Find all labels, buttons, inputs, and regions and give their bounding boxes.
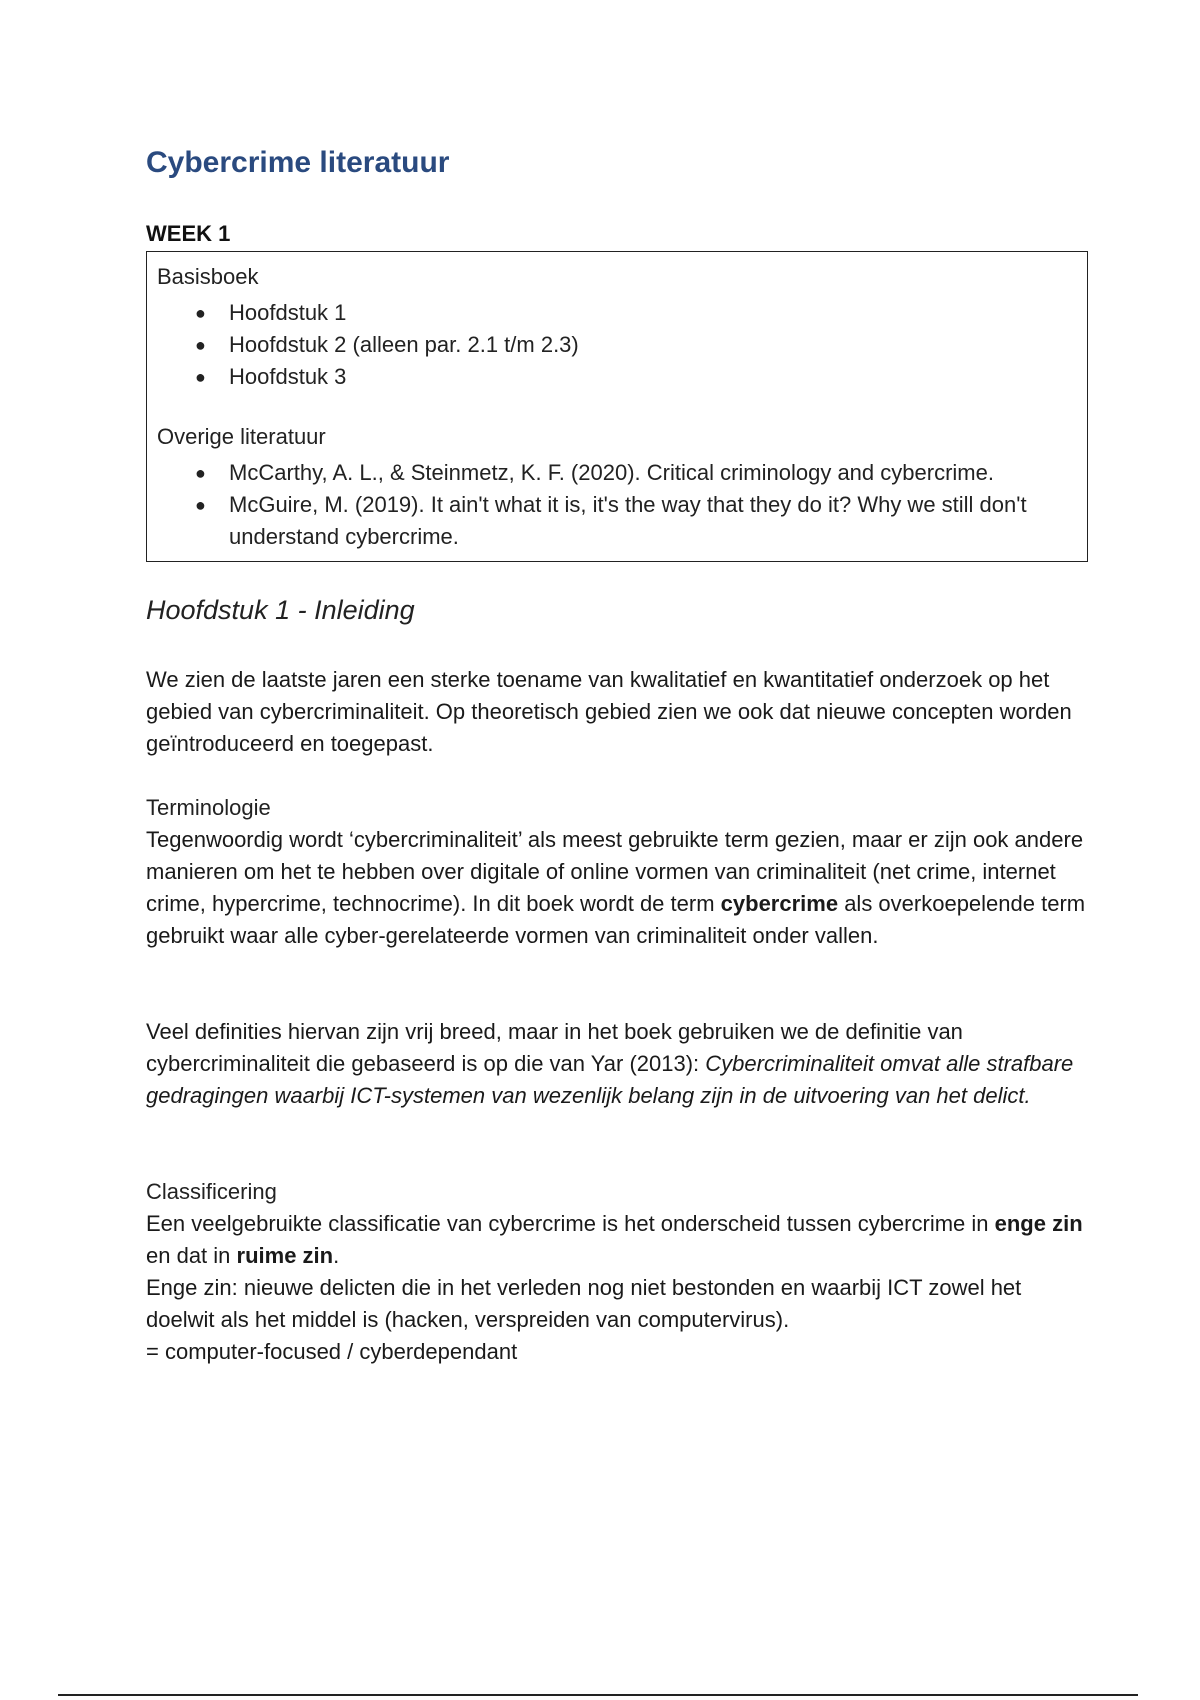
italic-definition: Cybercriminaliteit omvat alle strafbare gedragingen waarbij ICT-systemen van wezenlijk belang zijn in de uitvoering van het delict. — [146, 1051, 1074, 1108]
classification-paragraph: Een veelgebruikte classificatie van cybercrime is het onderscheid tussen cybercrime in enge zin en dat in ruime zin. — [146, 1211, 1083, 1268]
list-item: ● McCarthy, A. L., & Steinmetz, K. F. (2020). Critical criminology and cybercrime. — [147, 457, 1089, 489]
basisboek-list — [147, 297, 1089, 393]
section-heading: Hoofdstuk 1 - Inleiding — [146, 595, 415, 625]
bullet-icon: ● — [195, 495, 206, 515]
bullet-icon: ● — [195, 303, 206, 323]
bold-term: cybercrime — [720, 891, 839, 916]
page-bottom-rule — [58, 1694, 1138, 1696]
list-item: ● McGuire, M. (2019). It ain't what it is, it's the way that they do it? Why we still don't understand cybercrime. — [147, 489, 1089, 553]
week-heading: WEEK 1 — [146, 221, 231, 246]
bullet-icon: ● — [195, 335, 206, 355]
basisboek-label: Basisboek — [157, 264, 259, 289]
reading-list-box — [146, 251, 1088, 562]
overige-literatuur-list — [147, 457, 1089, 553]
terminology-label: Terminologie — [146, 795, 271, 820]
list-item: ● Hoofdstuk 2 (alleen par. 2.1 t/m 2.3) — [147, 329, 1089, 361]
intro-paragraph: We zien de laatste jaren een sterke toename van kwalitatief en kwantitatief onderzoek op het gebied van cybercriminaliteit. Op theoretisch gebied zien we ook dat nieuwe concepten worden geïntroduceerd en toegepast. — [146, 667, 1072, 756]
equivalent-terms-line: = computer-focused / cyberdependant — [146, 1339, 518, 1364]
overige-literatuur-label: Overige literatuur — [157, 424, 326, 449]
bold-enge-zin: enge zin — [994, 1211, 1083, 1236]
list-item: ● Hoofdstuk 1 — [147, 297, 1089, 329]
list-item: ● Hoofdstuk 3 — [147, 361, 1089, 393]
document-title: Cybercrime literatuur — [146, 146, 450, 179]
terminology-paragraph: Tegenwoordig wordt ‘cybercriminaliteit’ als meest gebruikte term gezien, maar er zijn ook andere manieren om het te hebben over digitale of online vormen van criminaliteit (net crime, internet crime, hypercrime, technocrime). In dit boek wordt de term cybercrime als overkoepelende term gebruikt waar alle cyber-gerelateerde vormen van criminaliteit onder vallen. — [146, 827, 1086, 948]
classification-label: Classificering — [146, 1179, 277, 1204]
bold-ruime-zin: ruime zin — [236, 1243, 334, 1268]
bullet-icon: ● — [195, 463, 206, 483]
definition-paragraph: Veel definities hiervan zijn vrij breed, maar in het boek gebruiken we de definitie van cybercriminaliteit die gebaseerd is op die van Yar (2013): Cybercriminaliteit omvat alle strafbare gedragingen waarbij ICT-systemen van wezenlijk belang zijn in de uitvoering van het delict. — [146, 1019, 1074, 1108]
enge-zin-paragraph: Enge zin: nieuwe delicten die in het verleden nog niet bestonden en waarbij ICT zowel het doelwit als het middel is (hacken, verspreiden van computervirus). — [146, 1275, 1022, 1332]
bullet-icon: ● — [195, 367, 206, 387]
